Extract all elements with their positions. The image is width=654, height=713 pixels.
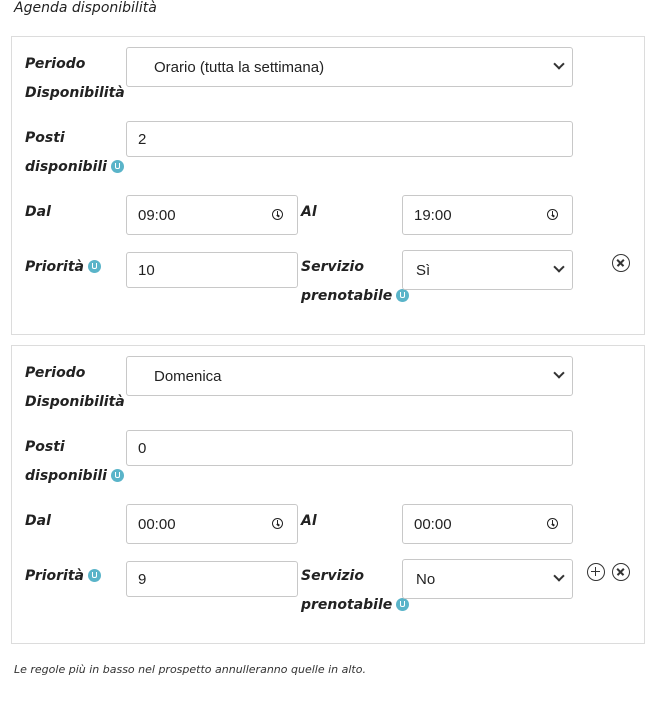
period-label: Periodo Disponibilità bbox=[25, 56, 125, 101]
period-select[interactable]: Orario (tutta la settimana) bbox=[126, 47, 573, 87]
from-label: Dal bbox=[25, 204, 51, 220]
clock-icon[interactable] bbox=[547, 518, 558, 529]
remove-rule-button[interactable] bbox=[612, 563, 630, 581]
clock-icon[interactable] bbox=[272, 518, 283, 529]
footnote: Le regole più in basso nel prospetto annulleranno quelle in alto. bbox=[14, 663, 366, 676]
seats-label: Posti disponibili bbox=[25, 433, 124, 491]
to-label: Al bbox=[301, 513, 317, 529]
info-icon[interactable] bbox=[396, 598, 409, 611]
clock-icon[interactable] bbox=[272, 209, 283, 220]
seats-input[interactable]: 2 bbox=[126, 121, 573, 157]
from-label: Dal bbox=[25, 513, 51, 529]
bookable-select[interactable]: No bbox=[402, 559, 573, 599]
section-title: Agenda disponibilità bbox=[14, 0, 157, 16]
to-time-input[interactable]: 19:00 bbox=[402, 195, 573, 235]
priority-label: Priorità bbox=[25, 562, 101, 591]
priority-input[interactable]: 10 bbox=[126, 252, 298, 288]
seats-label: Posti disponibili bbox=[25, 124, 124, 182]
info-icon[interactable] bbox=[396, 289, 409, 302]
priority-label: Priorità bbox=[25, 253, 101, 282]
info-icon[interactable] bbox=[111, 160, 124, 173]
info-icon[interactable] bbox=[88, 260, 101, 273]
info-icon[interactable] bbox=[88, 569, 101, 582]
info-icon[interactable] bbox=[111, 469, 124, 482]
chevron-down-icon bbox=[554, 263, 564, 273]
clock-icon[interactable] bbox=[547, 209, 558, 220]
priority-input[interactable]: 9 bbox=[126, 561, 298, 597]
period-select[interactable]: Domenica bbox=[126, 356, 573, 396]
from-time-input[interactable]: 00:00 bbox=[126, 504, 298, 544]
from-time-input[interactable]: 09:00 bbox=[126, 195, 298, 235]
chevron-down-icon bbox=[554, 60, 564, 70]
chevron-down-icon bbox=[554, 572, 564, 582]
seats-input[interactable]: 0 bbox=[126, 430, 573, 466]
to-label: Al bbox=[301, 204, 317, 220]
chevron-down-icon bbox=[554, 369, 564, 379]
period-label: Periodo Disponibilità bbox=[25, 365, 125, 410]
bookable-label: Servizio prenotabile bbox=[301, 562, 409, 620]
remove-rule-button[interactable] bbox=[612, 254, 630, 272]
to-time-input[interactable]: 00:00 bbox=[402, 504, 573, 544]
add-rule-button[interactable] bbox=[587, 563, 605, 581]
bookable-select[interactable]: Sì bbox=[402, 250, 573, 290]
bookable-label: Servizio prenotabile bbox=[301, 253, 409, 311]
